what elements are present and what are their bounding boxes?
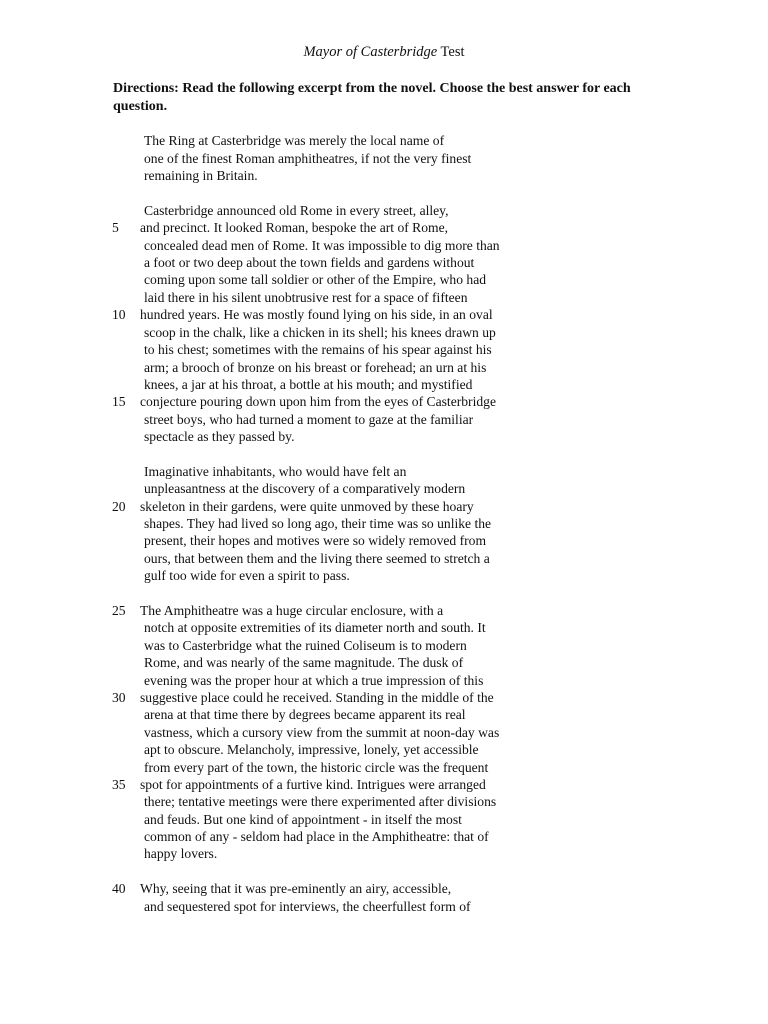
line-text: conjecture pouring down upon him from the eyes of Casterbridge — [140, 394, 496, 409]
line-text: Rome, and was nearly of the same magnitude. The dusk of — [144, 655, 464, 670]
line-text: common of any - seldom had place in the Amphitheatre: that of — [144, 829, 489, 844]
line-number: 30 — [112, 690, 126, 705]
title-book-name: Mayor of Casterbridge — [303, 44, 438, 60]
line-number: 5 — [112, 220, 119, 235]
line-number: 15 — [112, 394, 126, 409]
line-text: arena at that time there by degrees became apparent its real — [144, 707, 466, 722]
line-text: suggestive place could he received. Standing in the middle of the — [140, 690, 494, 705]
line-text: Imaginative inhabitants, who would have felt an — [144, 464, 407, 479]
line-text: one of the finest Roman amphitheatres, if not the very finest — [144, 151, 472, 166]
line-text: The Amphitheatre was a huge circular enclosure, with a — [140, 603, 444, 618]
line-text: notch at opposite extremities of its diameter north and south. It — [144, 620, 486, 635]
line-text: vastness, which a cursory view from the summit at noon-day was — [144, 725, 500, 740]
page-title — [0, 44, 768, 61]
line-text: evening was the proper hour at which a true impression of this — [144, 673, 484, 688]
line-text: and feuds. But one kind of appointment - in itself the most — [144, 812, 462, 827]
line-text: to his chest; sometimes with the remains of his spear against his — [144, 342, 492, 357]
line-text: laid there in his silent unobtrusive rest for a space of fifteen — [144, 290, 468, 305]
line-text: The Ring at Casterbridge was merely the local name of — [144, 133, 445, 148]
title-suffix: Test — [437, 44, 465, 60]
line-number: 40 — [112, 881, 126, 896]
line-text: Casterbridge announced old Rome in every street, alley, — [144, 203, 449, 218]
line-text: skeleton in their gardens, were quite unmoved by these hoary — [140, 499, 474, 514]
line-text: spot for appointments of a furtive kind. Intrigues were arranged — [140, 777, 486, 792]
line-text: spectacle as they passed by. — [144, 429, 295, 444]
line-text: shapes. They had lived so long ago, their time was so unlike the — [144, 516, 492, 531]
line-text: present, their hopes and motives were so widely removed from — [144, 533, 487, 548]
line-text: scoop in the chalk, like a chicken in its shell; his knees drawn up — [144, 325, 496, 340]
line-number: 10 — [112, 307, 126, 322]
line-text: and precinct. It looked Roman, bespoke the art of Rome, — [140, 220, 449, 235]
line-text: happy lovers. — [144, 846, 218, 861]
line-text: there; tentative meetings were there experimented after divisions — [144, 794, 497, 809]
line-text: unpleasantness at the discovery of a comparatively modern — [144, 481, 466, 496]
line-number: 25 — [112, 603, 126, 618]
line-text: coming upon some tall soldier or other of the Empire, who had — [144, 272, 487, 287]
line-number: 20 — [112, 499, 126, 514]
line-text: hundred years. He was mostly found lying on his side, in an oval — [140, 307, 493, 322]
line-text: arm; a brooch of bronze on his breast or forehead; an urn at his — [144, 360, 487, 375]
line-text: apt to obscure. Melancholy, impressive, lonely, yet accessible — [144, 742, 479, 757]
directions-text: Directions: Read the following excerpt from the novel. Choose the best answer for each question. — [113, 81, 631, 114]
line-text: a foot or two deep about the town fields and gardens without — [144, 255, 475, 270]
line-text: remaining in Britain. — [144, 168, 258, 183]
line-text: knees, a jar at his throat, a bottle at his mouth; and mystified — [144, 377, 473, 392]
line-text: from every part of the town, the historic circle was the frequent — [144, 760, 489, 775]
line-text: street boys, who had turned a moment to gaze at the familiar — [144, 412, 474, 427]
line-text: and sequestered spot for interviews, the cheerfullest form of — [144, 899, 471, 914]
line-text: ours, that between them and the living there seemed to stretch a — [144, 551, 490, 566]
line-text: gulf too wide for even a spirit to pass. — [144, 568, 350, 583]
line-text: was to Casterbridge what the ruined Coliseum is to modern — [144, 638, 467, 653]
line-text: Why, seeing that it was pre-eminently an airy, accessible, — [140, 881, 452, 896]
line-text: concealed dead men of Rome. It was impossible to dig more than — [144, 238, 500, 253]
line-number: 35 — [112, 777, 126, 792]
